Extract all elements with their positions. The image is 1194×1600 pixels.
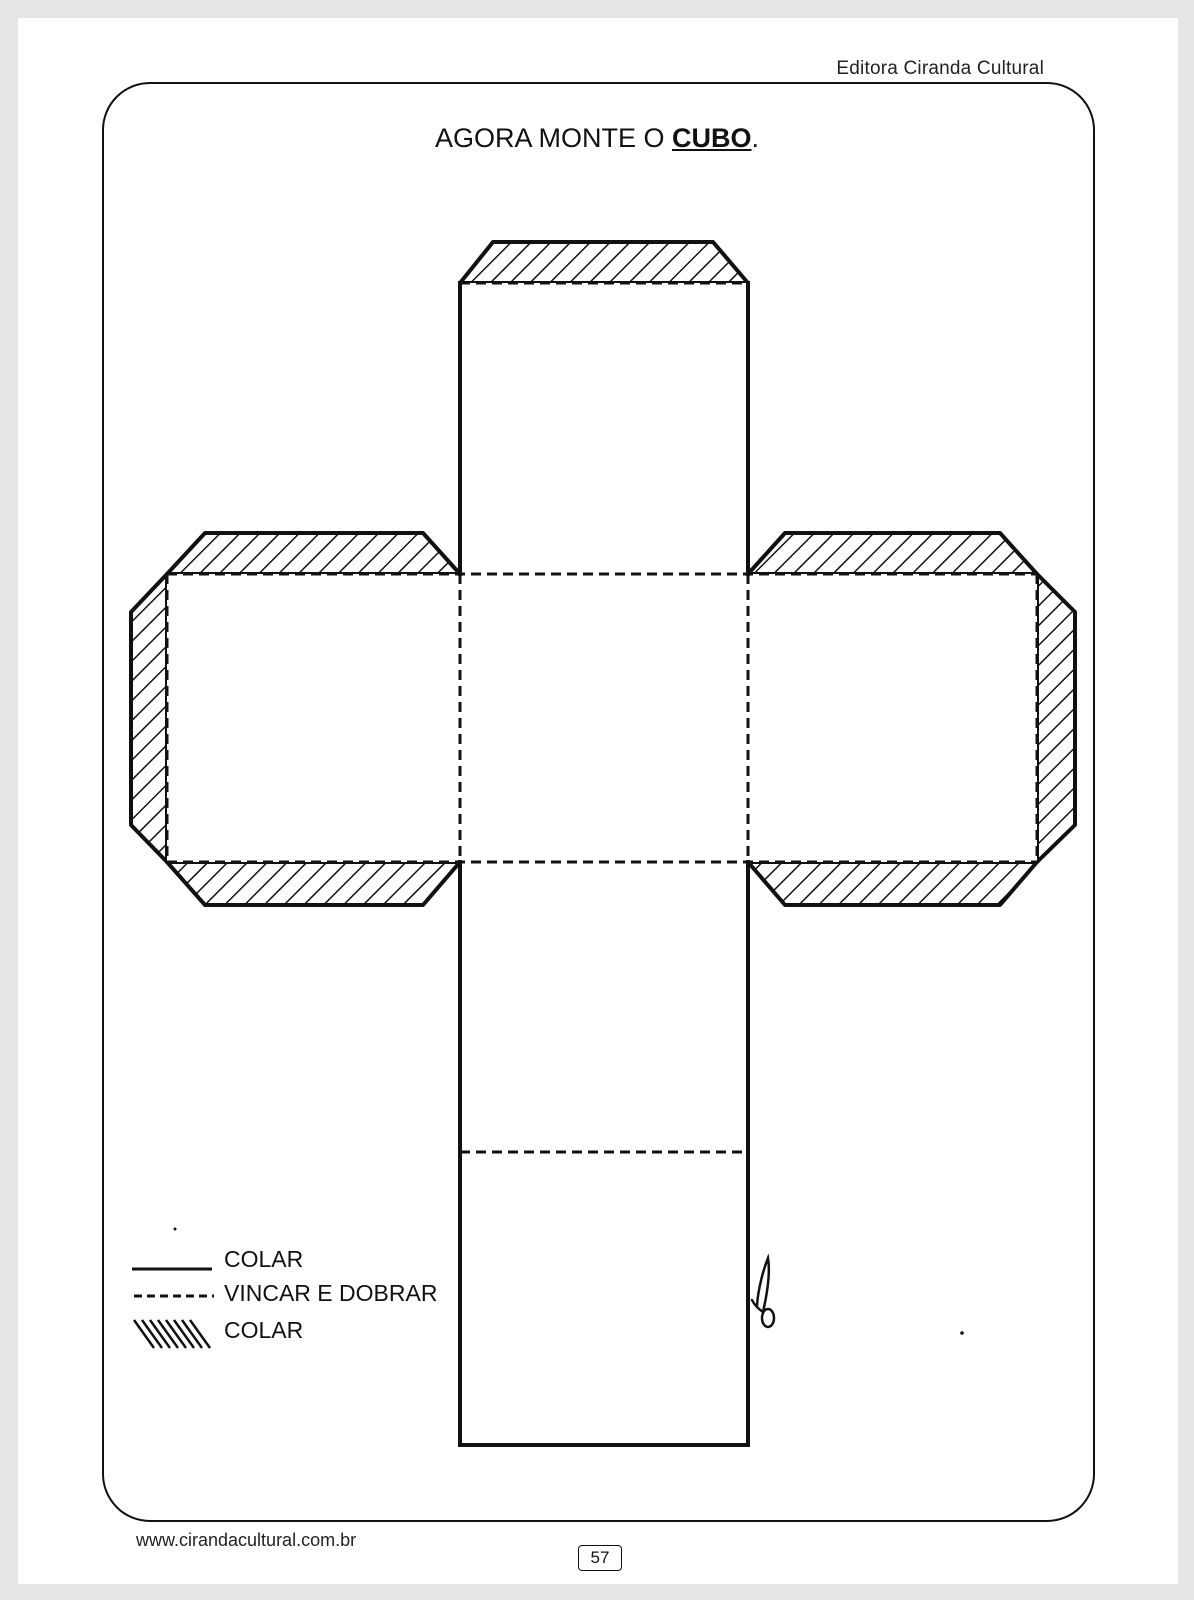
glue-tab-left-side <box>131 574 167 862</box>
glue-tab-right-top <box>748 533 1037 574</box>
face-top <box>460 283 748 574</box>
print-dot <box>960 1331 964 1335</box>
title-prefix: AGORA MONTE O <box>434 123 672 153</box>
legend-dashed-label: VINCAR E DOBRAR <box>224 1280 438 1306</box>
glue-tab-right-bottom <box>748 862 1037 905</box>
print-dot <box>174 1228 177 1231</box>
face-bottom <box>460 862 748 1152</box>
solid-line-sample <box>132 1246 217 1276</box>
face-center <box>460 574 748 862</box>
legend-solid-label: COLAR <box>224 1246 304 1272</box>
face-base <box>460 1152 748 1445</box>
scissors-icon <box>752 1258 774 1327</box>
glue-tab-left-bottom <box>167 862 460 905</box>
glue-tab-left-top <box>167 533 460 574</box>
page-number: 57 <box>578 1545 622 1571</box>
title-suffix: . <box>751 123 760 153</box>
website-link[interactable]: www.cirandacultural.com.br <box>136 1530 357 1550</box>
legend-hatched-label: COLAR <box>224 1317 304 1343</box>
glue-tab-right-side <box>1037 574 1075 862</box>
title-emphasis: CUBO <box>672 123 752 153</box>
glue-tab-top <box>460 242 748 283</box>
dashed-line-sample <box>132 1280 217 1310</box>
face-left <box>167 574 460 862</box>
publisher-label: Editora Ciranda Cultural <box>836 58 1044 79</box>
face-right <box>748 574 1037 862</box>
hatched-sample <box>132 1314 217 1354</box>
